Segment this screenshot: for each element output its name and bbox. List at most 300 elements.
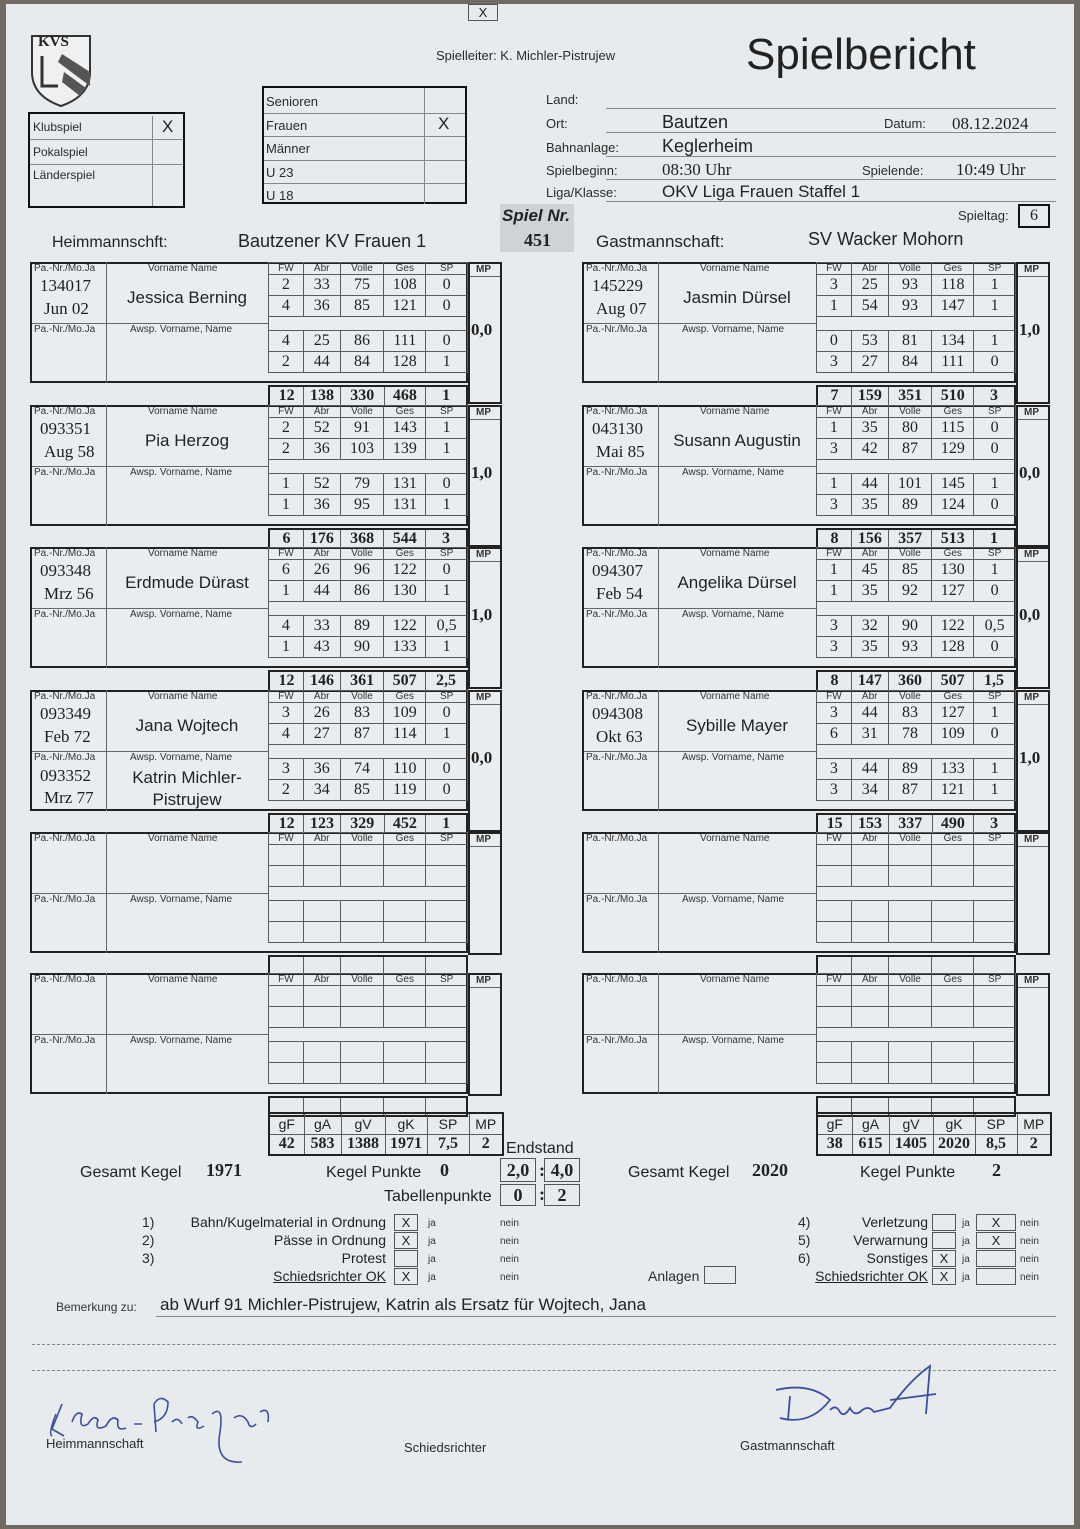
- stat-cell: 34: [303, 780, 340, 801]
- check-nein-box[interactable]: [976, 1214, 1016, 1231]
- stat-cell: 3: [817, 759, 852, 780]
- stat-cell: [303, 845, 340, 866]
- mp-label: MP: [476, 692, 491, 703]
- col-header-fw: FW: [817, 263, 852, 275]
- stat-cell: 130: [384, 581, 426, 602]
- stat-cell: 0: [974, 352, 1016, 373]
- pa-label-sub: Pa.-Nr./Mo.Ja: [34, 609, 96, 620]
- check-number: 3): [142, 1250, 155, 1266]
- col-header-fw: FW: [817, 548, 852, 560]
- col-header-fw: FW: [269, 406, 304, 418]
- stat-cell: [303, 866, 340, 887]
- home-total-row: [268, 385, 468, 407]
- stat-cell: 53: [851, 331, 888, 352]
- pa-label: Pa.-Nr./Mo.Ja: [586, 263, 648, 274]
- stat-cell: 95: [340, 495, 384, 516]
- stat-cell: [426, 1007, 468, 1028]
- total-cell: 360: [888, 671, 932, 691]
- stat-cell: 33: [303, 275, 340, 296]
- stat-cell: 93: [888, 275, 932, 296]
- bahnanlage-label: Bahnanlage:: [546, 140, 620, 155]
- stat-cell: 4: [269, 724, 304, 745]
- total-header: gV: [341, 1113, 385, 1134]
- col-header-ges: Ges: [932, 263, 974, 275]
- stat-cell: [384, 1042, 426, 1063]
- total-cell: 159: [852, 386, 889, 406]
- mp-label: MP: [1024, 407, 1039, 418]
- stat-cell: [817, 845, 852, 866]
- stat-cell: 4: [269, 296, 304, 317]
- mp-label: MP: [1024, 549, 1039, 560]
- stat-cell: 83: [340, 703, 384, 724]
- stat-cell: [888, 845, 932, 866]
- total-header: gA: [852, 1113, 889, 1134]
- stat-cell: [851, 901, 888, 922]
- stat-cell: 118: [932, 275, 974, 296]
- home-grand-totals: [268, 1112, 504, 1156]
- col-header-sp: SP: [974, 406, 1016, 418]
- col-header-abr: Abr: [303, 406, 340, 418]
- grand-total-cell: 1388: [341, 1134, 385, 1155]
- guest-mp-box: [1016, 832, 1050, 955]
- stat-cell: [974, 1063, 1016, 1084]
- stat-cell: [384, 922, 426, 943]
- player-name: Pia Herzog: [144, 431, 230, 450]
- stat-cell: [269, 901, 304, 922]
- ja-label: ja: [428, 1236, 436, 1247]
- check-ja-mark: X: [939, 1251, 949, 1266]
- player-name: Jana Wojtech: [135, 716, 239, 735]
- bemerkung-text: ab Wurf 91 Michler-Pistrujew, Katrin als Ersatz für Wojtech, Jana: [160, 1295, 646, 1314]
- col-header-sp: SP: [426, 406, 468, 418]
- name-label: Vorname Name: [148, 974, 218, 985]
- col-header-abr: Abr: [303, 548, 340, 560]
- mp-value: 0,0: [1019, 605, 1041, 624]
- stat-cell: 145: [932, 474, 974, 495]
- stat-cell: 1: [269, 637, 304, 658]
- stat-cell: 87: [888, 439, 932, 460]
- check-ja-mark: X: [939, 1269, 949, 1284]
- stat-cell: 34: [851, 780, 888, 801]
- check-ja-box[interactable]: [394, 1214, 418, 1231]
- nein-label: nein: [1020, 1272, 1039, 1283]
- grand-total-cell: 1971: [385, 1134, 427, 1155]
- check-number: 1): [142, 1214, 155, 1230]
- player-birth: Jun 02: [44, 299, 89, 318]
- guest-stats-table: [816, 547, 1016, 658]
- awsp-label: Awsp. Vorname, Name: [130, 324, 233, 335]
- stat-cell: 1: [269, 581, 304, 602]
- stat-cell: [384, 1007, 426, 1028]
- heim-team: Bautzener KV Frauen 1: [238, 231, 427, 251]
- stat-cell: 89: [888, 495, 932, 516]
- col-header-volle: Volle: [340, 833, 384, 845]
- mp-value: 0,0: [471, 320, 493, 339]
- endstand-home: 2,0: [506, 1160, 530, 1180]
- spielnr-value: 451: [524, 230, 551, 250]
- col-header-ges: Ges: [932, 406, 974, 418]
- check-ja-box[interactable]: [932, 1214, 956, 1231]
- player-birth: Aug 07: [596, 299, 647, 318]
- stat-cell: [974, 922, 1016, 943]
- klubspiel-mark: X: [162, 117, 174, 136]
- stat-cell: 128: [384, 352, 426, 373]
- liga-value: OKV Liga Frauen Staffel 1: [662, 182, 861, 201]
- total-cell: 1: [426, 386, 467, 406]
- stat-cell: 3: [817, 780, 852, 801]
- stat-cell: 36: [303, 759, 340, 780]
- check-nein-mark: X: [991, 1233, 1001, 1248]
- stat-cell: 36: [303, 296, 340, 317]
- check-ja-box[interactable]: [394, 1232, 418, 1249]
- check-number: 4): [798, 1214, 811, 1230]
- col-header-volle: Volle: [888, 548, 932, 560]
- stat-cell: 0: [426, 331, 468, 352]
- stat-cell: [974, 901, 1016, 922]
- stat-cell: 134: [932, 331, 974, 352]
- pa-label-sub: Pa.-Nr./Mo.Ja: [586, 1035, 648, 1046]
- stat-cell: 93: [888, 296, 932, 317]
- grand-total-cell: 38: [817, 1134, 852, 1155]
- stat-cell: 42: [851, 439, 888, 460]
- col-header-sp: SP: [426, 548, 468, 560]
- nein-label: nein: [1020, 1236, 1039, 1247]
- stat-cell: 32: [851, 616, 888, 637]
- stat-cell: [817, 901, 852, 922]
- ort-label: Ort:: [546, 116, 568, 131]
- check-number: 6): [798, 1250, 811, 1266]
- total-cell: 368: [340, 529, 384, 549]
- col-header-fw: FW: [817, 833, 852, 845]
- stat-cell: 147: [932, 296, 974, 317]
- sub-pa: 093352: [40, 766, 91, 785]
- check-nein-box[interactable]: [976, 1268, 1016, 1285]
- stat-cell: 122: [384, 616, 426, 637]
- stat-cell: 131: [384, 474, 426, 495]
- player-birth: Aug 58: [44, 442, 95, 461]
- colon-2: :: [539, 1184, 545, 1204]
- stat-cell: 115: [932, 418, 974, 439]
- stat-cell: 2: [269, 439, 304, 460]
- col-header-volle: Volle: [340, 406, 384, 418]
- stat-cell: 3: [817, 703, 852, 724]
- col-header-ges: Ges: [384, 691, 426, 703]
- check-nein-box[interactable]: [976, 1250, 1016, 1267]
- stat-cell: 85: [340, 780, 384, 801]
- name-label: Vorname Name: [148, 833, 218, 844]
- stat-cell: 36: [303, 439, 340, 460]
- stat-cell: [974, 1007, 1016, 1028]
- check-ja-box[interactable]: [394, 1250, 418, 1267]
- spielleiter: Spielleiter: K. Michler-Pistrujew: [436, 48, 616, 63]
- stat-cell: 133: [384, 637, 426, 658]
- stat-cell: [426, 845, 468, 866]
- stat-cell: [817, 866, 852, 887]
- tabellen-label: Tabellenpunkte: [384, 1188, 492, 1205]
- stat-cell: 121: [384, 296, 426, 317]
- stat-cell: [340, 1063, 384, 1084]
- stat-cell: 127: [932, 703, 974, 724]
- stat-cell: [426, 866, 468, 887]
- col-header-abr: Abr: [303, 263, 340, 275]
- awsp-label: Awsp. Vorname, Name: [682, 752, 785, 763]
- gast-team: SV Wacker Mohorn: [808, 229, 964, 249]
- stat-cell: [974, 866, 1016, 887]
- stat-cell: [851, 866, 888, 887]
- stat-cell: [932, 866, 974, 887]
- stat-cell: 131: [384, 495, 426, 516]
- grand-total-cell: 2: [469, 1134, 503, 1155]
- stat-cell: 4: [269, 331, 304, 352]
- col-header-abr: Abr: [851, 548, 888, 560]
- stat-cell: 1: [817, 296, 852, 317]
- stat-cell: [932, 845, 974, 866]
- total-cell: 153: [852, 814, 889, 834]
- stat-cell: [888, 922, 932, 943]
- stat-cell: 0: [426, 759, 468, 780]
- name-label: Vorname Name: [700, 974, 770, 985]
- stat-cell: 1: [426, 724, 468, 745]
- ja-label: ja: [962, 1218, 970, 1229]
- col-header-abr: Abr: [303, 691, 340, 703]
- home-stats-table: [268, 832, 468, 943]
- stat-cell: 36: [303, 495, 340, 516]
- endstand-guest: 4,0: [550, 1160, 574, 1180]
- guest-mp-box: [1016, 973, 1050, 1096]
- ort-value: Bautzen: [662, 112, 729, 132]
- home-stats-table: [268, 405, 468, 516]
- sub-name: Katrin Michler-Pistrujew: [132, 768, 242, 809]
- stat-cell: [932, 986, 974, 1007]
- stat-cell: 1: [426, 418, 468, 439]
- player-name: Susann Augustin: [673, 431, 801, 450]
- awsp-label: Awsp. Vorname, Name: [130, 752, 233, 763]
- stat-cell: [932, 901, 974, 922]
- total-cell: 337: [888, 814, 932, 834]
- col-header-volle: Volle: [888, 974, 932, 986]
- stat-cell: 52: [303, 418, 340, 439]
- nein-label: nein: [500, 1272, 519, 1283]
- stat-cell: [269, 922, 304, 943]
- total-cell: 3: [974, 386, 1015, 406]
- stat-cell: 33: [303, 616, 340, 637]
- col-header-ges: Ges: [384, 833, 426, 845]
- stat-cell: [851, 986, 888, 1007]
- pa-label-sub: Pa.-Nr./Mo.Ja: [34, 894, 96, 905]
- game-type-label: Pokalspiel: [33, 145, 88, 159]
- total-cell: 507: [932, 671, 974, 691]
- check-ja-box[interactable]: [932, 1232, 956, 1249]
- land-label: Land:: [546, 92, 579, 107]
- stat-cell: 111: [932, 352, 974, 373]
- stat-cell: [974, 1042, 1016, 1063]
- mp-label: MP: [476, 834, 491, 845]
- pa-label: Pa.-Nr./Mo.Ja: [34, 263, 96, 274]
- category-label: Männer: [266, 141, 311, 156]
- stat-cell: 3: [269, 759, 304, 780]
- pa-label-sub: Pa.-Nr./Mo.Ja: [586, 609, 648, 620]
- awsp-label: Awsp. Vorname, Name: [130, 894, 233, 905]
- total-header: gA: [304, 1113, 341, 1134]
- check-ja-mark: X: [401, 1215, 411, 1230]
- total-header: SP: [427, 1113, 469, 1134]
- stat-cell: [269, 1042, 304, 1063]
- stat-cell: [269, 845, 304, 866]
- category-label: Senioren: [266, 94, 319, 109]
- stat-cell: 1: [426, 439, 468, 460]
- stat-cell: 2: [269, 418, 304, 439]
- mp-value: 1,0: [471, 463, 493, 482]
- player-name: Jessica Berning: [126, 288, 247, 307]
- anlagen-label: Anlagen: [648, 1268, 700, 1284]
- stat-cell: 111: [384, 331, 426, 352]
- stat-cell: 1: [974, 780, 1016, 801]
- check-nein-box[interactable]: [468, 4, 498, 21]
- player-name: Sybille Mayer: [685, 716, 789, 735]
- stat-cell: 90: [340, 637, 384, 658]
- col-header-fw: FW: [269, 833, 304, 845]
- total-cell: 176: [304, 529, 341, 549]
- mp-label: MP: [476, 264, 491, 275]
- stat-cell: 44: [303, 581, 340, 602]
- check-ja-mark: X: [401, 1269, 411, 1284]
- player-pa: 134017: [40, 276, 91, 295]
- stat-cell: [932, 1063, 974, 1084]
- total-cell: 351: [888, 386, 932, 406]
- check-ja-box[interactable]: [932, 1268, 956, 1285]
- total-cell: 147: [851, 671, 888, 691]
- sig-schiri-label: Schiedsrichter: [404, 1440, 487, 1455]
- check-ja-box[interactable]: [394, 1268, 418, 1285]
- grand-total-cell: 583: [304, 1134, 341, 1155]
- grand-total-cell: 2: [1017, 1134, 1051, 1155]
- frauen-mark: X: [438, 114, 450, 133]
- stat-cell: 1: [426, 637, 468, 658]
- total-cell: 138: [304, 386, 341, 406]
- gesamt-label-home: Gesamt Kegel: [80, 1164, 182, 1181]
- stat-cell: 2: [269, 275, 304, 296]
- stat-cell: 87: [888, 780, 932, 801]
- mp-label: MP: [1024, 834, 1039, 845]
- endstand-label: Endstand: [506, 1140, 574, 1157]
- stat-cell: [340, 866, 384, 887]
- home-stats-table: [268, 262, 468, 373]
- mp-label: MP: [476, 407, 491, 418]
- ja-label: ja: [428, 1272, 436, 1283]
- sub-birth: Mrz 77: [44, 788, 94, 807]
- spielbeginn-value: 08:30 Uhr: [662, 160, 732, 179]
- total-cell: 510: [932, 386, 974, 406]
- stat-cell: 1: [974, 703, 1016, 724]
- grand-total-cell: 615: [852, 1134, 889, 1155]
- stat-cell: 127: [932, 581, 974, 602]
- stat-cell: 1: [817, 418, 852, 439]
- stat-cell: 0: [426, 560, 468, 581]
- awsp-label: Awsp. Vorname, Name: [682, 609, 785, 620]
- stat-cell: 43: [303, 637, 340, 658]
- col-header-sp: SP: [974, 691, 1016, 703]
- bahnanlage-value: Keglerheim: [662, 136, 754, 156]
- player-name: Erdmude Dürast: [125, 573, 249, 592]
- total-cell: 544: [384, 529, 426, 549]
- stat-cell: [269, 866, 304, 887]
- stat-cell: [303, 1007, 340, 1028]
- stat-cell: [817, 922, 852, 943]
- mp-label: MP: [476, 975, 491, 986]
- stat-cell: 6: [817, 724, 852, 745]
- kvs-logo: [28, 32, 94, 108]
- stat-cell: 2: [269, 780, 304, 801]
- mp-value: 1,0: [1019, 320, 1041, 339]
- total-cell: 6: [269, 529, 304, 549]
- stat-cell: [888, 1007, 932, 1028]
- stat-cell: [340, 922, 384, 943]
- col-header-volle: Volle: [888, 691, 932, 703]
- name-label: Vorname Name: [700, 406, 770, 417]
- check-label: Sonstiges: [866, 1250, 928, 1266]
- check-number: 5): [798, 1232, 811, 1248]
- check-ja-box[interactable]: [932, 1250, 956, 1267]
- stat-cell: [426, 901, 468, 922]
- guest-stats-table: [816, 405, 1016, 516]
- total-cell: 468: [384, 386, 426, 406]
- stat-cell: 1: [974, 275, 1016, 296]
- grand-total-cell: 42: [269, 1134, 304, 1155]
- stat-cell: 0: [426, 474, 468, 495]
- endstand-guest-box: [544, 1158, 580, 1182]
- col-header-abr: Abr: [851, 833, 888, 845]
- home-signature-text: K. Michler-Pistrujew: [42, 1374, 51, 1375]
- total-cell: 452: [384, 814, 426, 834]
- stat-cell: 3: [817, 439, 852, 460]
- kegelpunkte-label-guest: Kegel Punkte: [860, 1164, 956, 1181]
- total-header: MP: [1017, 1113, 1051, 1134]
- stat-cell: [340, 1007, 384, 1028]
- check-nein-mark: X: [478, 5, 488, 20]
- awsp-label: Awsp. Vorname, Name: [130, 609, 233, 620]
- stat-cell: 122: [384, 560, 426, 581]
- stat-cell: 0: [974, 637, 1016, 658]
- total-cell: 3: [426, 529, 467, 549]
- stat-cell: 0: [426, 275, 468, 296]
- check-label: Verletzung: [861, 1214, 928, 1230]
- stat-cell: 0: [426, 703, 468, 724]
- total-cell: 1,5: [973, 671, 1015, 691]
- stat-cell: 44: [851, 759, 888, 780]
- stat-cell: 0: [426, 296, 468, 317]
- col-header-volle: Volle: [888, 263, 932, 275]
- check-nein-box[interactable]: [976, 1232, 1016, 1249]
- stat-cell: 124: [932, 495, 974, 516]
- pa-label-sub: Pa.-Nr./Mo.Ja: [586, 324, 648, 335]
- col-header-volle: Volle: [340, 691, 384, 703]
- stat-cell: 108: [384, 275, 426, 296]
- ja-label: ja: [962, 1272, 970, 1283]
- stat-cell: [888, 1042, 932, 1063]
- name-label: Vorname Name: [700, 691, 770, 702]
- awsp-label: Awsp. Vorname, Name: [682, 324, 785, 335]
- stat-cell: [932, 922, 974, 943]
- stat-cell: 27: [851, 352, 888, 373]
- player-pa: 094307: [592, 561, 643, 580]
- mp-label: MP: [1024, 692, 1039, 703]
- stat-cell: 84: [340, 352, 384, 373]
- col-header-fw: FW: [269, 691, 304, 703]
- stat-cell: 3: [269, 703, 304, 724]
- guest-stats-table: [816, 973, 1016, 1084]
- stat-cell: 27: [303, 724, 340, 745]
- col-header-volle: Volle: [340, 548, 384, 560]
